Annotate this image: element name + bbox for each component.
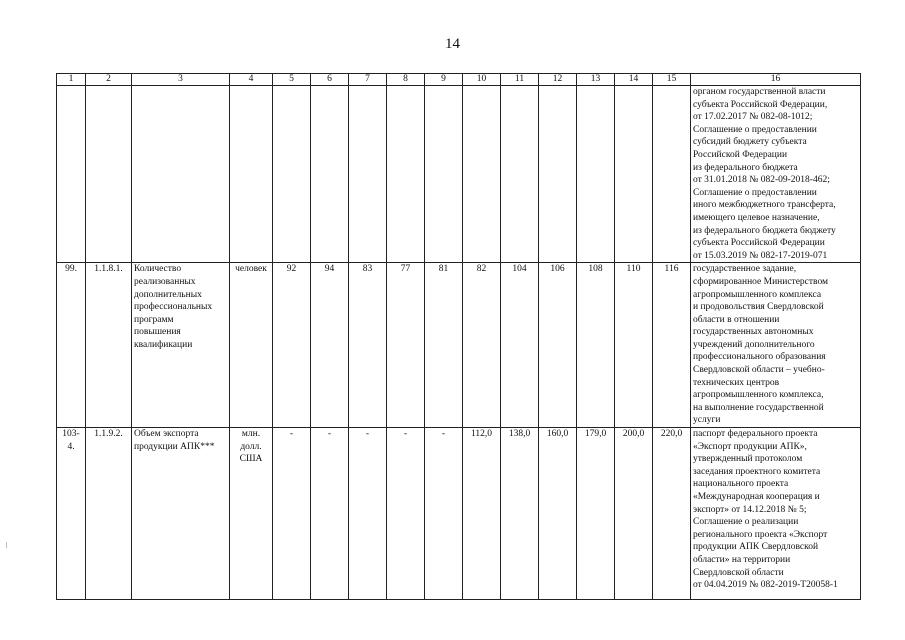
value-cell — [387, 86, 425, 263]
header-cell: 14 — [615, 74, 653, 86]
value-cell: 116 — [653, 263, 691, 428]
header-cell: 6 — [311, 74, 349, 86]
code-cell — [86, 86, 132, 263]
value-cell: 110 — [615, 263, 653, 428]
value-cell — [425, 86, 463, 263]
value-cell: 106 — [539, 263, 577, 428]
indicator-name-cell — [132, 86, 230, 263]
code-cell: 1.1.8.1. — [86, 263, 132, 428]
value-cell — [501, 86, 539, 263]
value-cell: 179,0 — [577, 428, 615, 600]
value-cell: 160,0 — [539, 428, 577, 600]
indicator-name-cell: Количество реализованных дополнительных профессиональных программ повышения квалификации — [132, 263, 230, 428]
row-number-cell: 103-4. — [57, 428, 86, 600]
value-cell: 94 — [311, 263, 349, 428]
value-cell: - — [387, 428, 425, 600]
value-cell — [463, 86, 501, 263]
header-cell: 15 — [653, 74, 691, 86]
header-cell: 11 — [501, 74, 539, 86]
header-cell: 16 — [691, 74, 861, 86]
value-cell: 112,0 — [463, 428, 501, 600]
header-cell: 4 — [230, 74, 273, 86]
source-cell: государственное задание, сформированное Министерством агропромышленного комплекса и продовольствия Свердловской области в отношении государственных автономных учреждений дополнительного профессионального образования Свердловской области – учебно- технических центров агропромышленного комплекса, на выполнение государственной услуги — [691, 263, 861, 428]
table-header-row — [57, 74, 861, 86]
source-cell: паспорт федерального проекта «Экспорт продукции АПК», утвержденный протоколом заседания проектного комитета национального проекта «Международная кооперация и экспорт» от 14.12.2018 № 5; Соглашение о реализации регионального проекта «Экспорт продукции АПК Свердловской области» на территории Свердловской области от 04.04.2019 № 082-2019-Т20058-1 — [691, 428, 861, 600]
unit-cell — [230, 86, 273, 263]
value-cell: - — [311, 428, 349, 600]
indicators-table — [56, 73, 861, 600]
value-cell — [311, 86, 349, 263]
scan-margin-mark — [6, 542, 9, 548]
source-cell: органом государственной власти субъекта Российской Федерации, от 17.02.2017 № 082-08-1012; Соглашение о предоставлении субсидий бюджету субъекта Российской Федерации из федерального бюджета от 31.01.2018 № 082-09-2018-462; Соглашение о предоставлении иного межбюджетного трансферта, имеющего целевое назначение, из федерального бюджета бюджету субъекта Российской Федерации от 15.03.2019 № 082-17-2019-071 — [691, 86, 861, 263]
value-cell — [273, 86, 311, 263]
value-cell: - — [273, 428, 311, 600]
header-cell: 10 — [463, 74, 501, 86]
value-cell: 138,0 — [501, 428, 539, 600]
header-cell: 2 — [86, 74, 132, 86]
unit-cell: человек — [230, 263, 273, 428]
header-cell: 8 — [387, 74, 425, 86]
table-row — [57, 428, 861, 600]
code-cell: 1.1.9.2. — [86, 428, 132, 600]
header-cell: 3 — [132, 74, 230, 86]
value-cell — [539, 86, 577, 263]
value-cell: 92 — [273, 263, 311, 428]
value-cell — [653, 86, 691, 263]
header-cell: 1 — [57, 74, 86, 86]
header-cell: 12 — [539, 74, 577, 86]
value-cell: 83 — [349, 263, 387, 428]
table-row — [57, 86, 861, 263]
page-number: 14 — [445, 36, 460, 52]
value-cell: 200,0 — [615, 428, 653, 600]
value-cell: 108 — [577, 263, 615, 428]
header-cell: 9 — [425, 74, 463, 86]
header-cell: 5 — [273, 74, 311, 86]
unit-cell: млн. долл. США — [230, 428, 273, 600]
header-cell: 7 — [349, 74, 387, 86]
value-cell: 81 — [425, 263, 463, 428]
indicator-name-cell: Объем экспорта продукции АПК*** — [132, 428, 230, 600]
row-number-cell: 99. — [57, 263, 86, 428]
value-cell — [615, 86, 653, 263]
value-cell: 104 — [501, 263, 539, 428]
value-cell: 82 — [463, 263, 501, 428]
value-cell — [349, 86, 387, 263]
header-cell: 13 — [577, 74, 615, 86]
value-cell — [577, 86, 615, 263]
row-number-cell — [57, 86, 86, 263]
table-row — [57, 263, 861, 428]
value-cell: - — [349, 428, 387, 600]
value-cell: 77 — [387, 263, 425, 428]
value-cell: 220,0 — [653, 428, 691, 600]
value-cell: - — [425, 428, 463, 600]
